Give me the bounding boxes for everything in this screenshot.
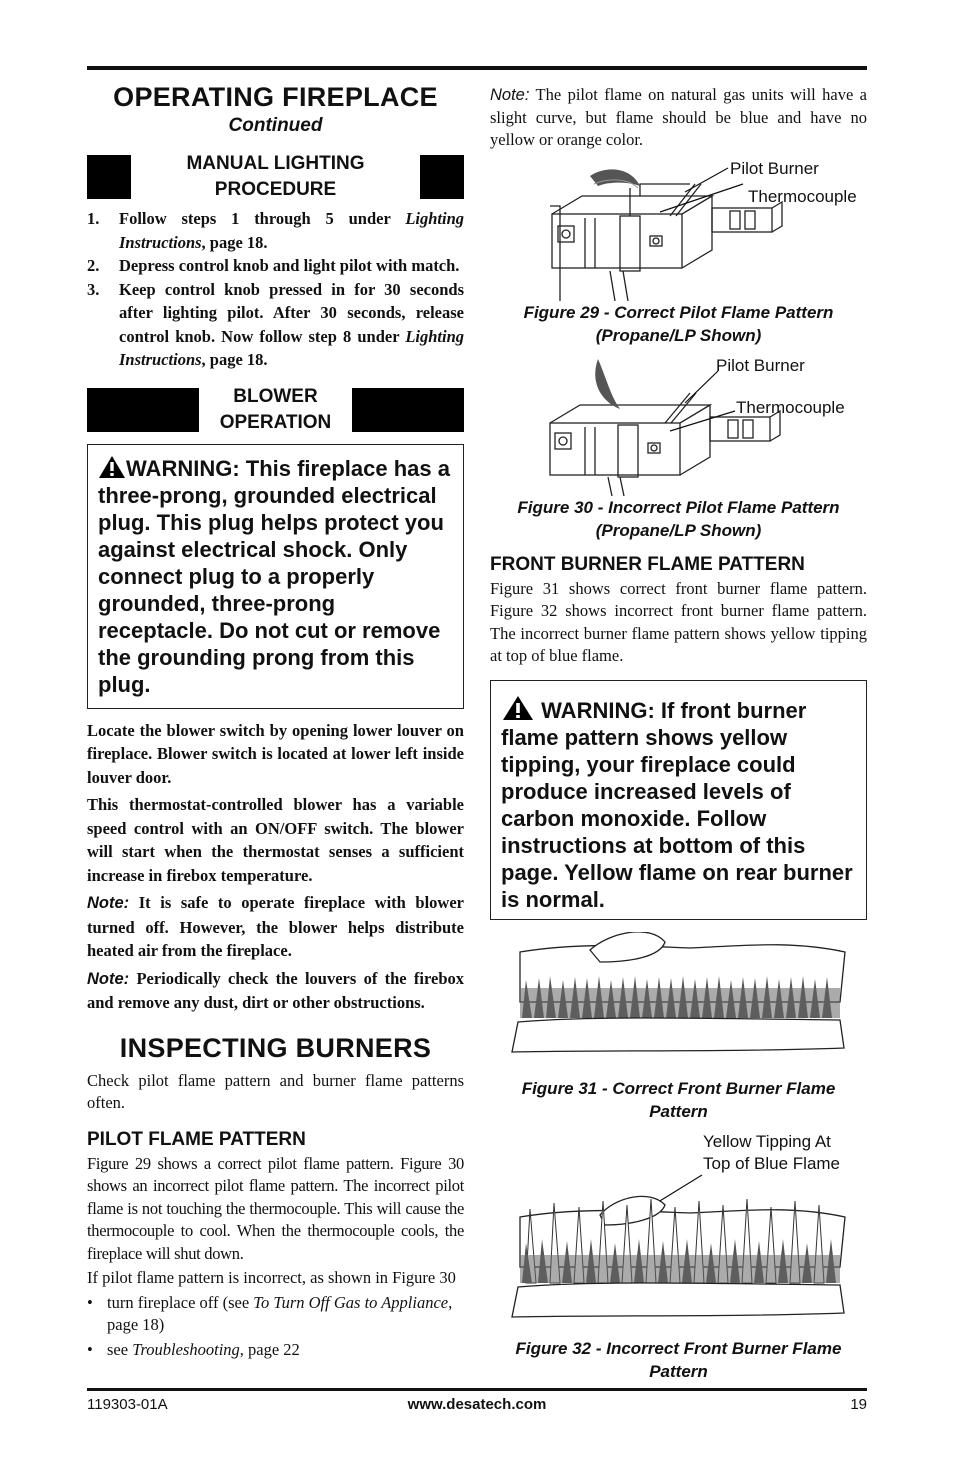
fig32-label-line1: Yellow Tipping At bbox=[703, 1131, 831, 1151]
warning-box-front-burner bbox=[490, 680, 867, 920]
pilot-bullets bbox=[87, 1292, 464, 1362]
warning-icon bbox=[98, 455, 126, 479]
footer-page-number: 19 bbox=[850, 1396, 867, 1413]
list-item: • see Troubleshooting, page 22 bbox=[87, 1339, 300, 1359]
left-column bbox=[87, 80, 464, 1361]
note-natural-gas: Note: The pilot flame on natural gas units will have a slight curve, but flame should be blue and have no yellow or orange color. bbox=[490, 85, 867, 149]
fig30-label-thermocouple: Thermocouple bbox=[736, 397, 845, 417]
list-item: 2. Depress control knob and light pilot with match. bbox=[87, 256, 460, 275]
bottom-rule bbox=[87, 1388, 867, 1391]
blower-operation-heading bbox=[87, 384, 464, 436]
fig29-label-pilot-burner: Pilot Burner bbox=[730, 158, 819, 178]
figure-31-correct-burner bbox=[490, 932, 867, 1077]
fig32-label-line2: Top of Blue Flame bbox=[703, 1153, 841, 1173]
heading-bar-right bbox=[420, 155, 464, 199]
inspecting-title: INSPECTING BURNERS bbox=[119, 1032, 432, 1063]
list-item: 1. Follow steps 1 through 5 under Lighting Instructions, page 18. bbox=[87, 209, 464, 252]
figure-32-caption: Figure 32 - Incorrect Front Burner Flame Pattern bbox=[515, 1338, 842, 1381]
figure-29-pilot-assembly bbox=[490, 156, 867, 301]
footer-doc-number: 119303-01A bbox=[87, 1396, 168, 1413]
heading-bar-left bbox=[87, 388, 199, 432]
fig30-label-pilot-burner: Pilot Burner bbox=[716, 355, 805, 375]
figure-31-caption: Figure 31 - Correct Front Burner Flame Pattern bbox=[521, 1078, 836, 1121]
pilot-flame-paragraph: Figure 29 shows a correct pilot flame pattern. Figure 30 shows an incorrect pilot flame pattern. The incorrect pilot flame is not touching the thermocouple. This will cause the thermocouple to cool. When the thermocouple cools, the fireplace will shut down. bbox=[87, 1153, 464, 1263]
footer-website: www.desatech.com bbox=[407, 1396, 547, 1413]
heading-line: PROCEDURE bbox=[214, 179, 337, 200]
top-rule bbox=[87, 66, 867, 70]
warning-text: WARNING: This fireplace has a three-prong, grounded electrical plug. This plug helps protect you against electrical shock. Only connect plug to a properly grounded, three-prong receptacle. Do not cut or remove the grounding prong from this plug. bbox=[98, 455, 450, 697]
heading-line: BLOWER bbox=[233, 385, 318, 407]
pilot-flame-heading: PILOT FLAME PATTERN bbox=[87, 1128, 306, 1150]
blower-note: Note: Periodically check the louvers of the firebox and remove any dust, dirt or other obstructions. bbox=[87, 968, 464, 1012]
list-item: • turn fireplace off (see To Turn Off Gas to Appliance, page 18) bbox=[87, 1292, 453, 1334]
front-burner-paragraph: Figure 31 shows correct front burner flame pattern. Figure 32 shows incorrect front burner flame pattern. The incorrect burner flame pattern shows yellow tipping at top of blue flame. bbox=[490, 578, 867, 665]
manual-lighting-heading bbox=[87, 151, 464, 203]
warning-icon bbox=[501, 695, 535, 721]
figure-29-caption: Figure 29 - Correct Pilot Flame Pattern (Propane/LP Shown) bbox=[523, 302, 834, 345]
heading-bar-left bbox=[87, 155, 131, 199]
blower-paragraph: Locate the blower switch by opening lower louver on fireplace. Blower switch is located at lower left inside louver door. bbox=[87, 720, 464, 787]
list-item: 3. Keep control knob pressed in for 30 seconds after lighting pilot. After 30 seconds, release control knob. Now follow step 8 under Lighting Instructions, page 18. bbox=[87, 279, 464, 369]
blower-paragraph: This thermostat-controlled blower has a variable speed control with an ON/OFF switch. The blower will start when the thermostat senses a sufficient increase in firebox temperature. bbox=[87, 795, 464, 885]
manual-steps bbox=[87, 207, 464, 372]
fig29-label-thermocouple: Thermocouple bbox=[748, 186, 857, 206]
figure-30-pilot-assembly bbox=[490, 351, 867, 496]
section-title: OPERATING FIREPLACE bbox=[113, 82, 438, 112]
pilot-flame-paragraph: If pilot flame pattern is incorrect, as shown in Figure 30 bbox=[87, 1268, 456, 1287]
heading-line: OPERATION bbox=[219, 411, 332, 433]
right-column bbox=[490, 80, 867, 1383]
warning-text: WARNING: If front burner flame pattern shows yellow tipping, your fireplace could produce increased levels of carbon monoxide. Follow instructions at bottom of this page. Yellow flame on rear burner is normal. bbox=[501, 697, 853, 912]
inspecting-intro: Check pilot flame pattern and burner flame patterns often. bbox=[87, 1070, 464, 1112]
front-burner-heading: FRONT BURNER FLAME PATTERN bbox=[490, 553, 805, 575]
heading-bar-right bbox=[352, 388, 464, 432]
figure-30-caption: Figure 30 - Incorrect Pilot Flame Pattern (Propane/LP Shown) bbox=[517, 497, 840, 540]
heading-line: MANUAL LIGHTING bbox=[186, 153, 365, 174]
section-subtitle: Continued bbox=[228, 115, 323, 136]
blower-note: Note: It is safe to operate fireplace with blower turned off. However, the blower helps distribute heated air from the fireplace. bbox=[87, 893, 464, 960]
figure-32-incorrect-burner bbox=[490, 1127, 867, 1337]
warning-box-blower bbox=[87, 444, 464, 709]
